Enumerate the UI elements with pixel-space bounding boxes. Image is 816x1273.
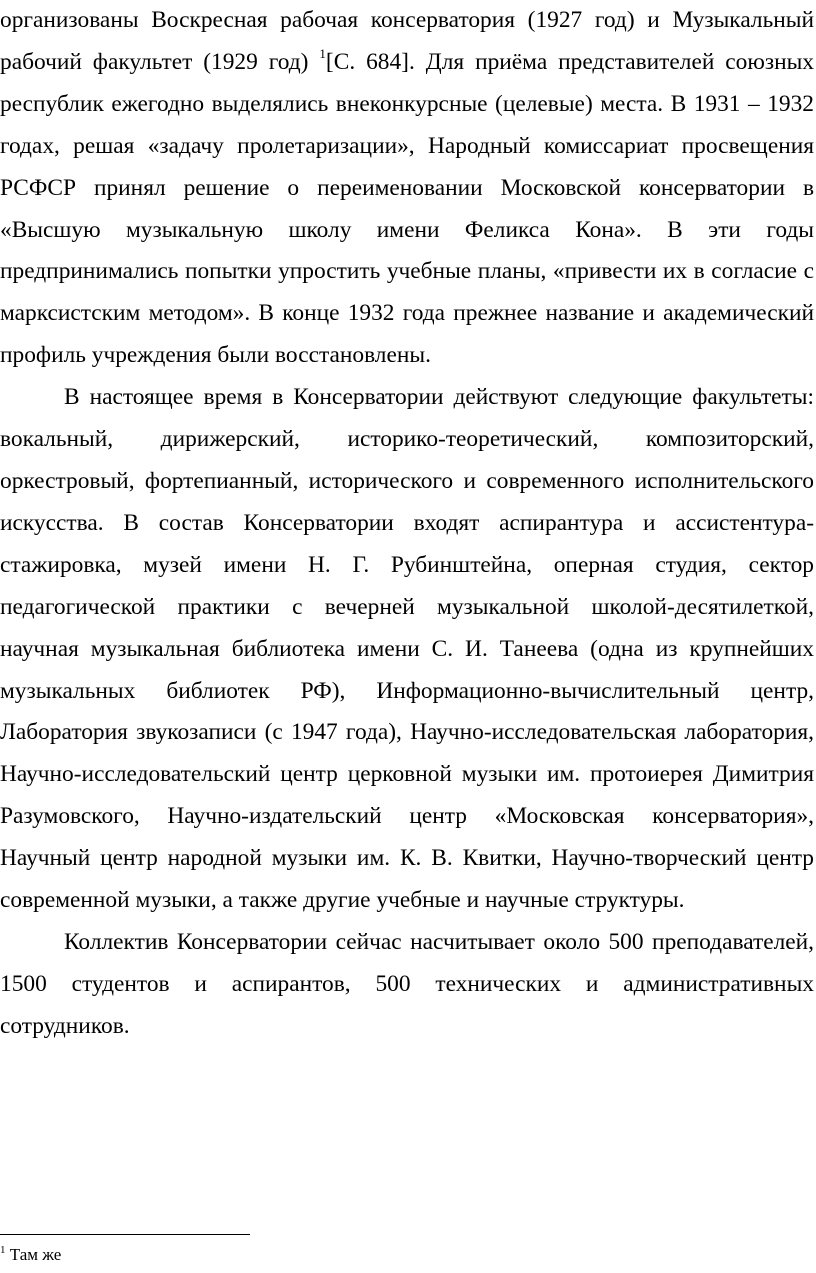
footnote-text: Там же [9, 1245, 62, 1264]
footnote-number: 1 [0, 1244, 6, 1256]
paragraph-text: [С. 684]. Для приёма представителей союзных республик ежегодно выделялись внеконкурсные (целевые) места. В 1931 – 1932 годах, решая «задачу пролетаризации», Народный комиссариат просвещения РСФСР принял решение о переименовании Московской консерватории в «Высшую музыкальную школу имени Феликса Кона». В эти годы предпринимались попытки упростить учебные планы, «привести их в согласие с марксистским методом». В конце 1932 года прежнее название и академический профиль учреждения были восстановлены. [0, 48, 814, 369]
paragraph-staff: Коллектив Консерватории сейчас насчитывает около 500 преподавателей, 1500 студентов и аспирантов, 500 технических и административных сотрудников. [0, 928, 814, 1039]
paragraph-continued [0, 0, 814, 377]
paragraph-faculties: В настоящее время в Консерватории действуют следующие факультеты: вокальный, дирижерский, историко-теоретический, композиторский, оркестровый, фортепианный, исторического и современного исполнительского искусства. В состав Консерватории входят аспирантура и ассистентура-стажировка, музей имени Н. Г. Рубинштейна, оперная студия, сектор педагогической практики с вечерней музыкальной школой-десятилеткой, научная музыкальная библиотека имени С. И. Танеева (одна из крупнейших музыкальных библиотек РФ), Информационно-вычислительный центр, Лаборатория звукозаписи (с 1947 года), Научно-исследовательская лаборатория, Научно-исследовательский центр церковной музыки им. протоиерея Димитрия Разумовского, Научно-издательский центр «Московская консерватория», Научный центр народной музыки им. К. В. Квитки, Научно-творческий центр современной музыки, а также другие учебные и научные структуры. [0, 384, 814, 914]
footnote-reference[interactable]: 1 [319, 45, 326, 61]
paragraph-text: организованы Воскресная рабочая консерватория (1927 год) и Музыкальный рабочий факультет (1929 год) [0, 7, 814, 75]
footnote-separator [0, 1234, 250, 1235]
footnote [0, 1244, 61, 1266]
